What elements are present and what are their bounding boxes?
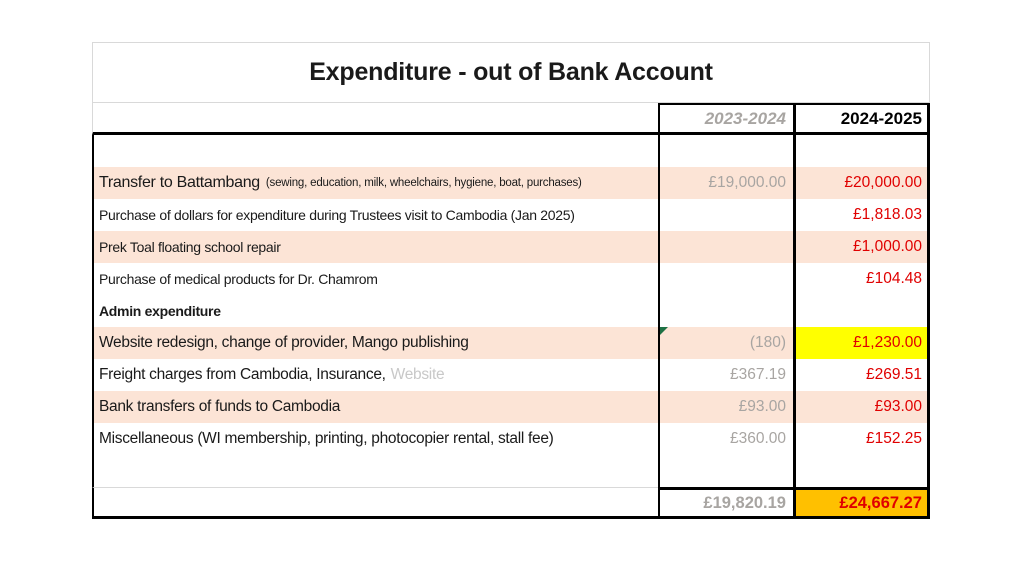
expense-label-cell[interactable] bbox=[92, 295, 658, 327]
curr-value-cell[interactable] bbox=[793, 199, 930, 231]
expense-label-cell[interactable] bbox=[92, 327, 658, 359]
expense-label-cell[interactable] bbox=[92, 231, 658, 263]
expense-label: Purchase of medical products for Dr. Chamrom bbox=[99, 271, 378, 287]
expense-label-cell[interactable] bbox=[92, 391, 658, 423]
table-row bbox=[92, 167, 930, 199]
table-row bbox=[92, 295, 930, 327]
expense-label: Admin expenditure bbox=[99, 303, 221, 319]
curr-value-cell[interactable] bbox=[793, 327, 930, 359]
prev-value-cell[interactable] bbox=[658, 391, 793, 423]
curr-value: £1,000.00 bbox=[853, 238, 922, 255]
spacer-row bbox=[92, 135, 930, 167]
expense-label: Purchase of dollars for expenditure during Trustees visit to Cambodia (Jan 2025) bbox=[99, 207, 575, 223]
prev-value: £19,000.00 bbox=[708, 174, 786, 191]
page-title[interactable] bbox=[92, 42, 930, 103]
prev-value-cell[interactable] bbox=[658, 295, 793, 327]
curr-value: £269.51 bbox=[865, 366, 922, 383]
prev-value: (180) bbox=[749, 334, 786, 351]
curr-value-cell[interactable] bbox=[793, 391, 930, 423]
expense-label: Transfer to Battambang bbox=[99, 174, 260, 191]
total-prev-value: £19,820.19 bbox=[703, 493, 786, 512]
prev-value-cell[interactable] bbox=[658, 327, 793, 359]
empty-cell[interactable] bbox=[658, 455, 793, 487]
expense-label-cell[interactable] bbox=[92, 167, 658, 199]
total-row bbox=[92, 487, 930, 519]
expense-label-cell[interactable] bbox=[92, 199, 658, 231]
table-row bbox=[92, 359, 930, 391]
empty-cell[interactable] bbox=[793, 135, 930, 167]
empty-cell[interactable] bbox=[658, 135, 793, 167]
prev-value: £367.19 bbox=[729, 366, 786, 383]
title-row bbox=[92, 42, 930, 103]
header-prev-label: 2023-2024 bbox=[704, 108, 786, 128]
curr-value-cell[interactable] bbox=[793, 295, 930, 327]
expense-label: Miscellaneous (WI membership, printing, photocopier rental, stall fee) bbox=[99, 430, 554, 447]
expense-label-cell[interactable] bbox=[92, 359, 658, 391]
expense-label-cell[interactable] bbox=[92, 263, 658, 295]
prev-value-cell[interactable] bbox=[658, 263, 793, 295]
prev-value-cell[interactable] bbox=[658, 199, 793, 231]
spacer-row bbox=[92, 455, 930, 487]
total-curr-value: £24,667.27 bbox=[839, 493, 922, 512]
prev-value-cell[interactable] bbox=[658, 423, 793, 455]
curr-value-cell[interactable] bbox=[793, 167, 930, 199]
header-desc-cell[interactable] bbox=[92, 103, 658, 135]
prev-value-cell[interactable] bbox=[658, 167, 793, 199]
expense-label-cell[interactable] bbox=[92, 423, 658, 455]
expenditure-table bbox=[92, 42, 930, 519]
table-row bbox=[92, 327, 930, 359]
curr-value: £104.48 bbox=[865, 270, 922, 287]
table-row bbox=[92, 423, 930, 455]
curr-value-cell[interactable] bbox=[793, 231, 930, 263]
curr-value: £93.00 bbox=[874, 398, 922, 415]
curr-value: £20,000.00 bbox=[844, 174, 922, 191]
empty-cell[interactable] bbox=[92, 455, 658, 487]
total-label-cell[interactable] bbox=[92, 487, 658, 519]
header-curr-cell[interactable] bbox=[793, 103, 930, 135]
page-title-text: Expenditure - out of Bank Account bbox=[309, 58, 713, 86]
table-row bbox=[92, 231, 930, 263]
expense-label: Website redesign, change of provider, Mango publishing bbox=[99, 334, 469, 351]
expense-label-suffix: Website bbox=[390, 366, 445, 383]
green-corner-triangle-icon bbox=[660, 327, 668, 335]
expense-label: Bank transfers of funds to Cambodia bbox=[99, 398, 341, 415]
empty-cell[interactable] bbox=[793, 455, 930, 487]
curr-value-cell[interactable] bbox=[793, 359, 930, 391]
curr-value-cell[interactable] bbox=[793, 423, 930, 455]
total-curr-cell[interactable] bbox=[793, 487, 930, 519]
prev-value: £93.00 bbox=[738, 398, 786, 415]
prev-value: £360.00 bbox=[729, 430, 786, 447]
curr-value: £152.25 bbox=[865, 430, 922, 447]
header-curr-label: 2024-2025 bbox=[840, 108, 922, 128]
prev-value-cell[interactable] bbox=[658, 359, 793, 391]
curr-value-cell[interactable] bbox=[793, 263, 930, 295]
table-row bbox=[92, 263, 930, 295]
header-prev-cell[interactable] bbox=[658, 103, 793, 135]
curr-value: £1,230.00 bbox=[853, 334, 922, 351]
table-row bbox=[92, 199, 930, 231]
prev-value-cell[interactable] bbox=[658, 231, 793, 263]
expense-label: Freight charges from Cambodia, Insurance, bbox=[99, 366, 386, 383]
expense-label-note: (sewing, education, milk, wheelchairs, hygiene, boat, purchases) bbox=[265, 177, 582, 189]
curr-value: £1,818.03 bbox=[853, 206, 922, 223]
empty-cell[interactable] bbox=[92, 135, 658, 167]
table-row bbox=[92, 391, 930, 423]
total-prev-cell[interactable] bbox=[658, 487, 793, 519]
expense-label: Prek Toal floating school repair bbox=[99, 239, 281, 255]
header-row bbox=[92, 103, 930, 135]
